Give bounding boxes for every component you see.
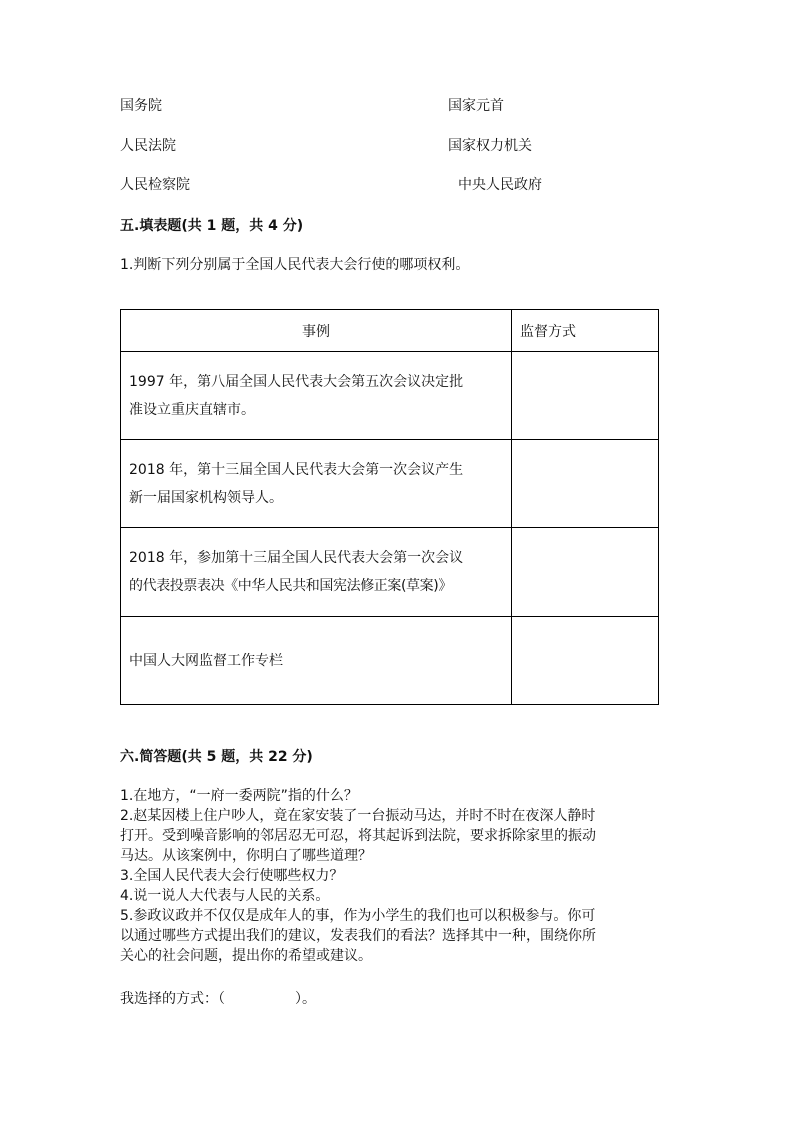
match-right-item: 国家权力机关 [448, 138, 532, 154]
answer-prompt: 我选择的方式：（ ）。 [120, 991, 316, 1007]
table-header-cell: 监督方式 [512, 310, 659, 352]
table-row [121, 528, 659, 617]
table-cell-example [121, 352, 512, 440]
cell-line: 新一届国家机构领导人。 [129, 489, 283, 506]
table-row [121, 617, 659, 705]
section6-heading: 六.简答题(共 5 题，共 22 分) [120, 749, 313, 765]
match-right-item: 中央人民政府 [458, 177, 542, 193]
table-header-cell: 事例 [121, 310, 512, 352]
section5-question: 1.判断下列分别属于全国人民代表大会行使的哪项权利。 [120, 257, 470, 273]
question-line: 2.赵某因楼上住户吵人，竟在家安装了一台振动马达，并时不时在夜深人静时 [120, 808, 596, 824]
match-left-item: 人民法院 [120, 138, 176, 154]
match-left-item: 人民检察院 [120, 177, 190, 193]
question-line: 马达。从该案例中，你明白了哪些道理？ [120, 848, 372, 864]
table-cell-answer[interactable] [512, 352, 659, 440]
cell-line: 的代表投票表决《中华人民共和国宪法修正案(草案)》 [129, 578, 452, 594]
table-cell-example [121, 440, 512, 528]
cell-line: 2018 年，第十三届全国人民代表大会第一次会议产生 [129, 461, 464, 478]
question-line: 1.在地方，“一府一委两院”指的什么？ [120, 788, 358, 804]
cell-line: 2018 年，参加第十三届全国人民代表大会第一次会议 [129, 550, 464, 566]
table-cell-example [121, 617, 512, 705]
table-cell-answer[interactable] [512, 617, 659, 705]
match-right-item: 国家元首 [448, 98, 504, 114]
question-line: 以通过哪些方式提出我们的建议，发表我们的看法？选择其中一种，围绕你所 [120, 928, 596, 944]
question-line: 打开。受到噪音影响的邻居忍无可忍，将其起诉到法院，要求拆除家里的振动 [120, 828, 596, 844]
cell-line: 1997 年，第八届全国人民代表大会第五次会议决定批 [129, 373, 464, 390]
table-cell-answer[interactable] [512, 440, 659, 528]
question-line: 3.全国人民代表大会行使哪些权力？ [120, 868, 344, 884]
fill-table [120, 309, 659, 705]
table-row [121, 352, 659, 440]
table-row [121, 440, 659, 528]
cell-line: 中国人大网监督工作专栏 [129, 652, 283, 669]
table-cell-answer[interactable] [512, 528, 659, 617]
match-left-item: 国务院 [120, 98, 162, 114]
question-list [120, 786, 680, 966]
question-line: 5.参政议政并不仅仅是成年人的事，作为小学生的我们也可以积极参与。你可 [120, 908, 596, 924]
section5-heading: 五.填表题(共 1 题，共 4 分) [120, 218, 304, 234]
cell-line: 准设立重庆直辖市。 [129, 401, 255, 418]
question-line: 4.说一说人大代表与人民的关系。 [120, 888, 330, 904]
question-line: 关心的社会问题，提出你的希望或建议。 [120, 948, 372, 964]
table-header-row [121, 310, 659, 352]
table-cell-example [121, 528, 512, 617]
